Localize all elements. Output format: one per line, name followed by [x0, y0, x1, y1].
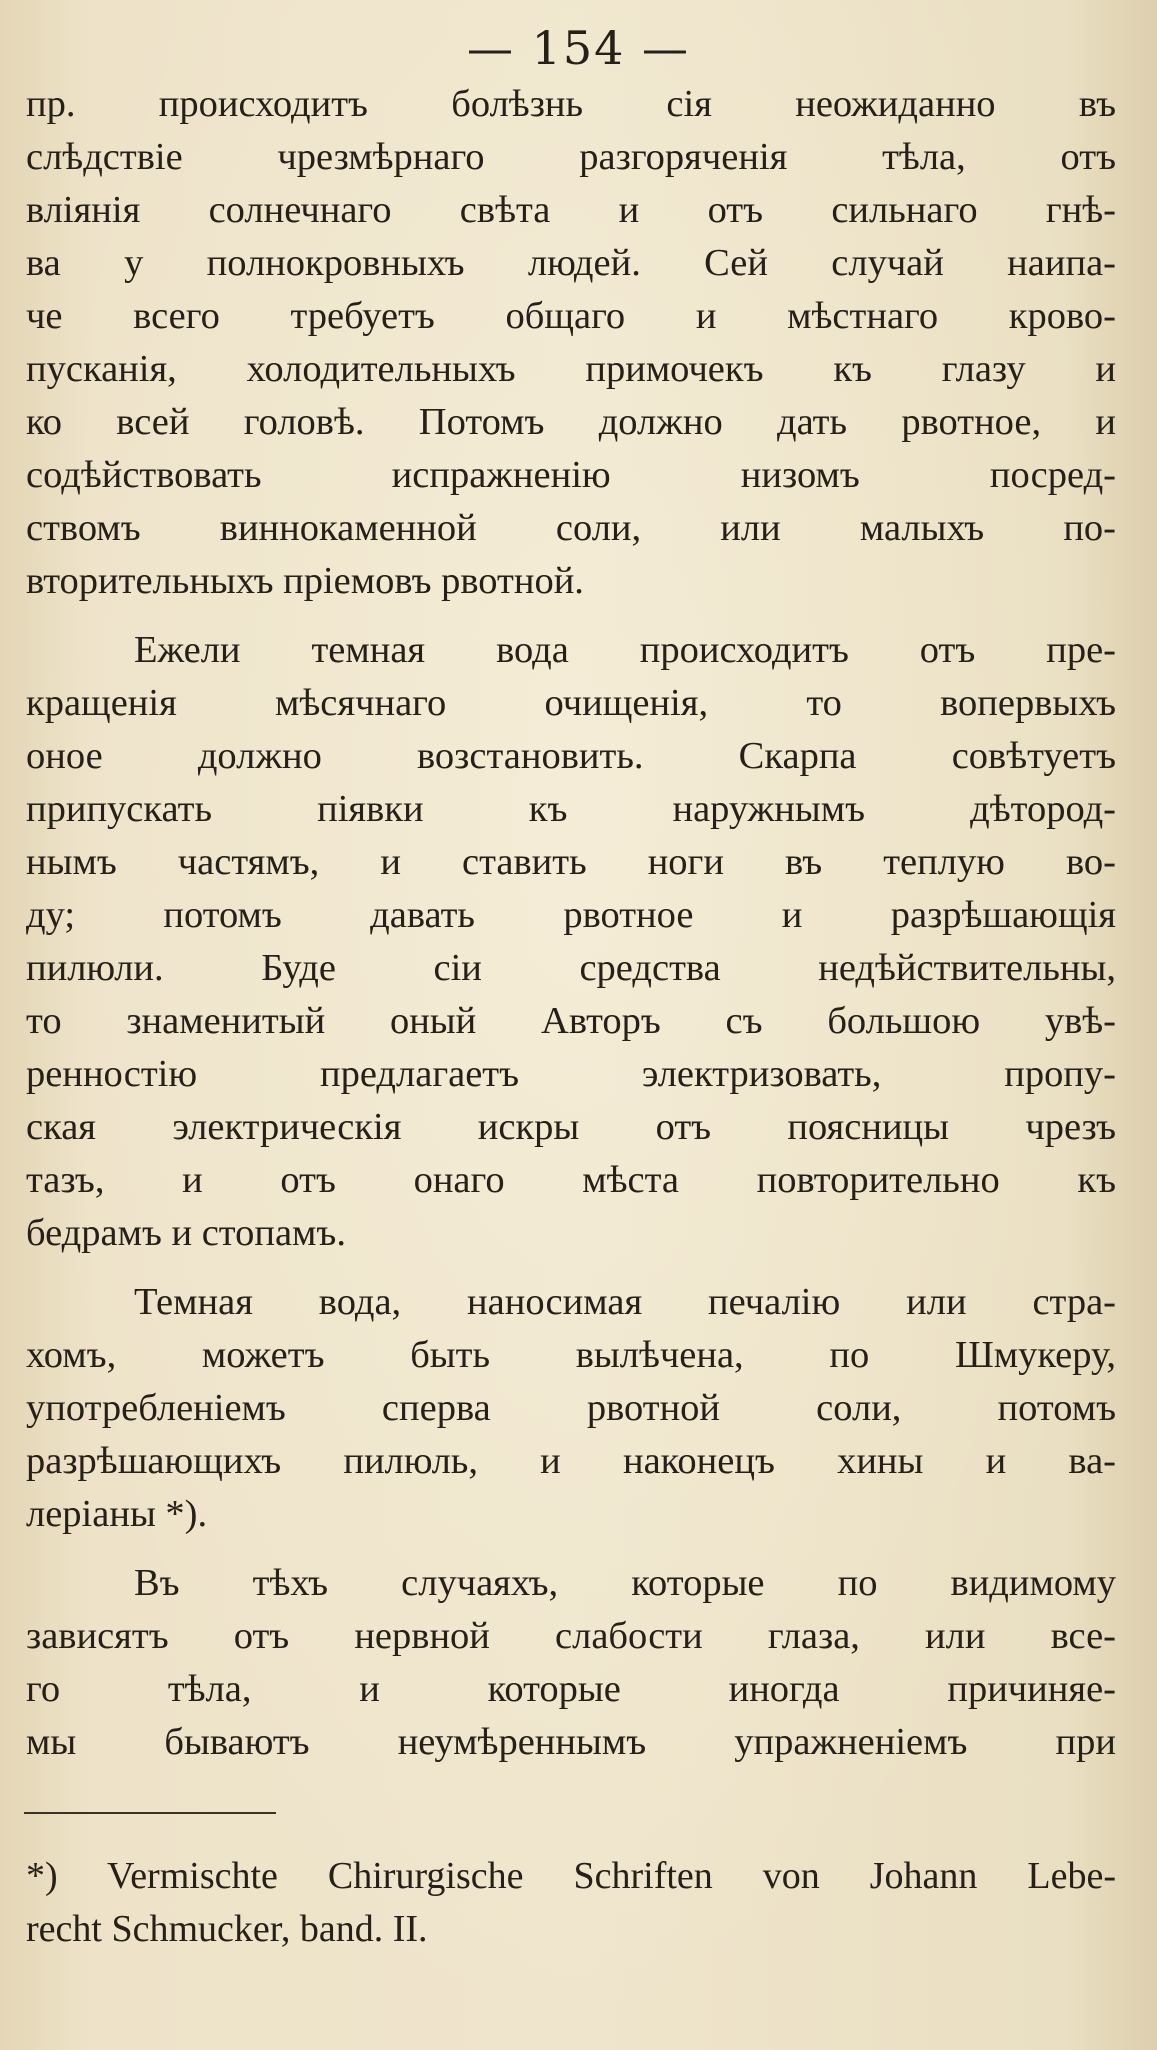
footnote-line: recht Schmucker, band. II.	[26, 1908, 428, 1950]
text-line: вторительныхъ пріемовъ рвотной.	[26, 560, 584, 602]
body-text	[26, 78, 1116, 1769]
page-number: — 154 —	[466, 21, 691, 75]
text-line: припускать піявки къ наружнымъ дѣтород-	[26, 788, 1116, 830]
text-line: ва у полнокровныхъ людей. Сей случай наипа-	[26, 242, 1116, 284]
text-line: ская электрическія искры отъ поясницы чрезъ	[26, 1106, 1116, 1148]
text-line: то знаменитый оный Авторъ съ большою увѣ-	[26, 1000, 1116, 1042]
text-line: мы бываютъ неумѣреннымъ упражненіемъ при	[26, 1721, 1116, 1763]
text-line: ствомъ виннокаменной соли, или малыхъ по-	[26, 507, 1116, 549]
text-line: разрѣшающихъ пилюль, и наконецъ хины и ва-	[26, 1440, 1116, 1482]
text-line: употребленіемъ сперва рвотной соли, потомъ	[26, 1387, 1116, 1429]
text-line: зависятъ отъ нервной слабости глаза, или все-	[26, 1615, 1116, 1657]
text-line: ренностію предлагаетъ электризовать, пропу-	[26, 1053, 1116, 1095]
text-line: слѣдствіе чрезмѣрнаго разгоряченія тѣла, отъ	[26, 136, 1116, 178]
text-line: пр. происходитъ болѣзнь сія неожиданно въ	[26, 83, 1116, 125]
text-line: Ежели темная вода происходитъ отъ пре-	[134, 629, 1116, 671]
paragraph-4	[26, 1557, 1116, 1769]
paragraph-3	[26, 1276, 1116, 1541]
text-line: кращенія мѣсячнаго очищенія, то вопервыхъ	[26, 682, 1116, 724]
paragraph-2	[26, 624, 1116, 1260]
text-line: ко всей головѣ. Потомъ должно дать рвотное, и	[26, 401, 1116, 443]
text-line: че всего требуетъ общаго и мѣстнаго крово-	[26, 295, 1116, 337]
footnote	[26, 1850, 1116, 1956]
text-line: пусканія, холодительныхъ примочекъ къ глазу и	[26, 348, 1116, 390]
text-line: нымъ частямъ, и ставить ноги въ теплую во-	[26, 841, 1116, 883]
text-line: тазъ, и отъ онаго мѣста повторительно къ	[26, 1159, 1116, 1201]
text-line: оное должно возстановить. Скарпа совѣтуетъ	[26, 735, 1116, 777]
text-line: содѣйствовать испражненію низомъ посред-	[26, 454, 1116, 496]
paragraph-1	[26, 78, 1116, 608]
text-line: пилюли. Буде сіи средства недѣйствительны,	[26, 947, 1116, 989]
text-line: ду; потомъ давать рвотное и разрѣшающія	[26, 894, 1116, 936]
text-line: леріаны *).	[26, 1493, 208, 1535]
text-line: бедрамъ и стопамъ.	[26, 1212, 346, 1254]
text-line: Въ тѣхъ случаяхъ, которые по видимому	[134, 1562, 1116, 1604]
text-line: хомъ, можетъ быть вылѣчена, по Шмукеру,	[26, 1334, 1116, 1376]
text-line: го тѣла, и которые иногда причиняе-	[26, 1668, 1116, 1710]
text-line: вліянія солнечнаго свѣта и отъ сильнаго гнѣ-	[26, 189, 1116, 231]
footnote-line: *) Vermischte Chirurgische Schriften von Johann Lebe-	[26, 1855, 1116, 1897]
footnote-divider	[24, 1812, 276, 1814]
text-line: Темная вода, наносимая печалію или стра-	[134, 1281, 1116, 1323]
